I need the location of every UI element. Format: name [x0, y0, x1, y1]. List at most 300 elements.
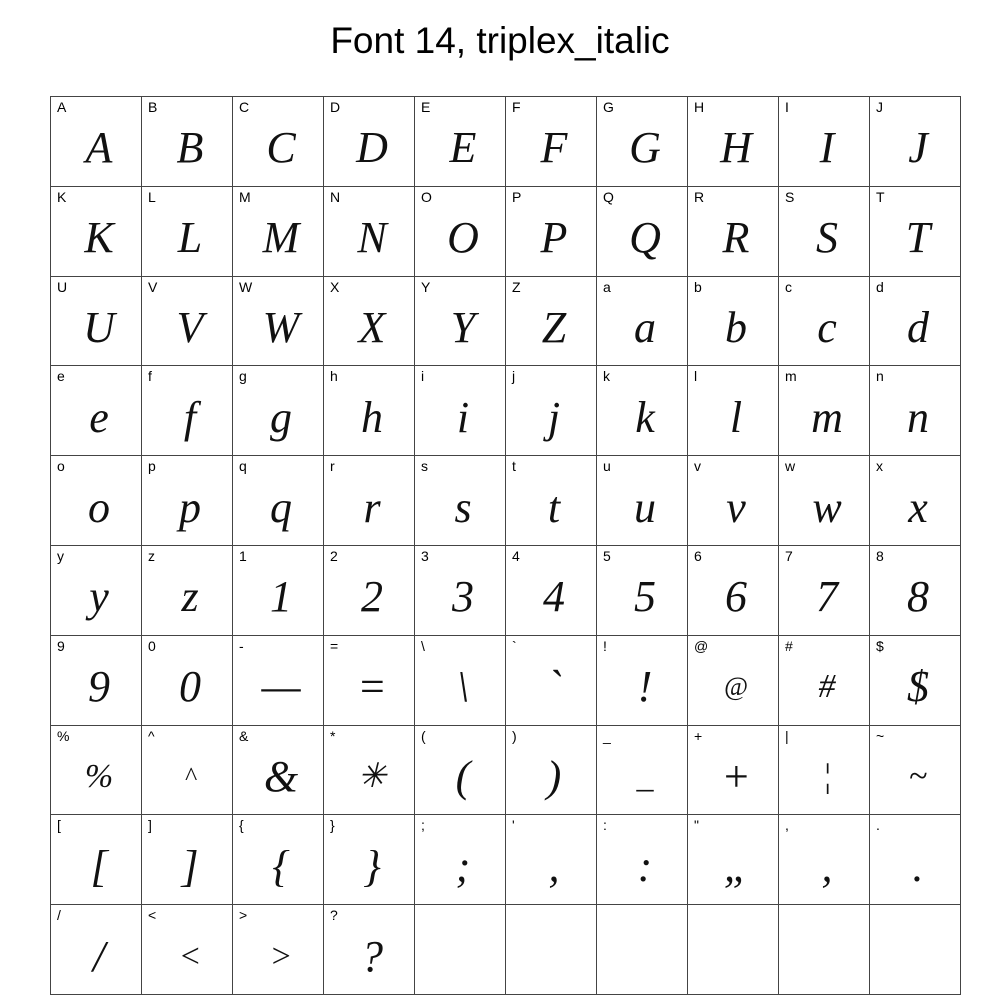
glyph-cell	[142, 456, 233, 546]
glyph-sample: 0	[179, 662, 201, 712]
glyph-sample: }	[363, 841, 381, 891]
glyph-cell	[688, 186, 779, 276]
glyph-grid-row	[51, 456, 961, 546]
glyph-cell	[51, 366, 142, 456]
glyph-cell	[233, 815, 324, 905]
glyph-code-label: R	[694, 188, 705, 205]
glyph-code-label: 2	[330, 547, 338, 564]
glyph-cell	[506, 186, 597, 276]
glyph-grid-container	[50, 96, 950, 984]
glyph-grid-row	[51, 366, 961, 456]
glyph-code-label: <	[148, 907, 157, 924]
glyph-sample: V	[176, 302, 204, 352]
glyph-sample: @	[724, 672, 748, 702]
glyph-grid	[50, 96, 961, 995]
glyph-sample: c	[817, 302, 837, 352]
glyph-cell	[870, 545, 961, 635]
glyph-code-label: %	[57, 727, 70, 744]
glyph-cell	[233, 97, 324, 187]
glyph-code-label: _	[603, 727, 611, 744]
glyph-sample: g	[270, 392, 292, 442]
glyph-sample: ,	[821, 841, 833, 891]
glyph-cell	[233, 905, 324, 995]
glyph-cell	[142, 186, 233, 276]
glyph-cell	[233, 456, 324, 546]
glyph-code-label: x	[876, 458, 883, 475]
glyph-sample: T	[905, 213, 931, 263]
glyph-cell	[142, 276, 233, 366]
glyph-cell	[324, 635, 415, 725]
glyph-cell	[597, 97, 688, 187]
glyph-sample: {	[272, 841, 290, 891]
glyph-code-label: B	[148, 99, 158, 115]
glyph-cell-empty	[688, 905, 779, 995]
glyph-code-label: m	[785, 368, 797, 385]
glyph-sample: 8	[907, 572, 929, 622]
glyph-code-label: 5	[603, 547, 611, 564]
glyph-sample	[506, 919, 596, 994]
glyph-sample: N	[357, 213, 387, 263]
glyph-sample: x	[908, 482, 928, 532]
glyph-sample: t	[547, 482, 561, 532]
glyph-cell	[506, 456, 597, 546]
glyph-sample	[415, 919, 505, 994]
glyph-cell	[324, 725, 415, 815]
glyph-grid-row	[51, 545, 961, 635]
glyph-sample: #	[818, 668, 836, 706]
glyph-code-label: @	[694, 637, 709, 654]
glyph-code-label: M	[239, 188, 251, 205]
glyph-cell	[324, 276, 415, 366]
glyph-cell	[779, 815, 870, 905]
glyph-grid-row	[51, 725, 961, 815]
glyph-cell	[779, 276, 870, 366]
glyph-code-label: F	[512, 99, 521, 115]
glyph-code-label: L	[148, 188, 156, 205]
glyph-sample: R	[722, 213, 750, 263]
glyph-sample: %	[84, 757, 114, 795]
glyph-sample: d	[907, 302, 929, 352]
glyph-sample: Y	[450, 302, 476, 352]
glyph-cell	[597, 456, 688, 546]
glyph-sample: P	[540, 213, 568, 263]
glyph-code-label: J	[876, 99, 883, 115]
glyph-cell	[870, 276, 961, 366]
glyph-sample: u	[634, 482, 656, 532]
glyph-cell	[597, 725, 688, 815]
glyph-code-label: +	[694, 727, 703, 744]
glyph-code-label: ]	[148, 817, 152, 834]
glyph-sample: $	[907, 662, 929, 712]
glyph-cell	[233, 276, 324, 366]
glyph-cell	[597, 815, 688, 905]
glyph-code-label: k	[603, 368, 610, 385]
glyph-sample: o	[88, 482, 110, 532]
glyph-code-label: 4	[512, 547, 520, 564]
glyph-cell	[870, 815, 961, 905]
glyph-cell	[506, 725, 597, 815]
glyph-code-label: 7	[785, 547, 793, 564]
glyph-code-label: D	[330, 99, 341, 115]
glyph-sample: 6	[725, 572, 747, 622]
glyph-sample: \	[456, 662, 470, 712]
glyph-code-label: E	[421, 99, 431, 115]
glyph-sample: ¦	[822, 757, 832, 795]
glyph-cell	[415, 456, 506, 546]
glyph-sample: z	[181, 572, 199, 622]
glyph-cell	[324, 186, 415, 276]
glyph-sample: ✳	[357, 757, 387, 795]
glyph-cell	[51, 545, 142, 635]
glyph-cell	[233, 366, 324, 456]
glyph-sample: Z	[541, 302, 567, 352]
glyph-cell	[324, 366, 415, 456]
glyph-code-label: N	[330, 188, 341, 205]
glyph-cell	[870, 725, 961, 815]
glyph-code-label: 8	[876, 547, 884, 564]
glyph-grid-row	[51, 815, 961, 905]
glyph-sample: b	[725, 302, 747, 352]
glyph-sample: a	[634, 302, 656, 352]
glyph-cell	[51, 725, 142, 815]
glyph-code-label: "	[694, 817, 699, 834]
glyph-sample: y	[89, 572, 109, 622]
glyph-code-label: .	[876, 817, 880, 834]
glyph-code-label: /	[57, 907, 61, 924]
glyph-cell-empty	[506, 905, 597, 995]
glyph-sample: H	[720, 123, 752, 173]
glyph-code-label: q	[239, 458, 247, 475]
glyph-cell	[415, 186, 506, 276]
glyph-cell	[870, 456, 961, 546]
glyph-sample: +	[721, 751, 751, 801]
glyph-code-label: Q	[603, 188, 614, 205]
glyph-sample	[597, 919, 687, 994]
glyph-cell-empty	[415, 905, 506, 995]
glyph-code-label: e	[57, 368, 65, 385]
glyph-grid-row	[51, 186, 961, 276]
glyph-code-label: K	[57, 188, 67, 205]
glyph-cell	[506, 635, 597, 725]
glyph-sample: C	[266, 123, 296, 173]
glyph-sample: `	[546, 662, 562, 712]
glyph-cell	[324, 815, 415, 905]
glyph-sample: W	[262, 302, 300, 352]
glyph-cell	[142, 545, 233, 635]
glyph-cell	[688, 545, 779, 635]
glyph-code-label: W	[239, 278, 253, 295]
glyph-sample: E	[449, 123, 477, 173]
glyph-cell-empty	[597, 905, 688, 995]
glyph-cell	[506, 545, 597, 635]
glyph-cell	[415, 725, 506, 815]
glyph-sample: Q	[629, 213, 661, 263]
glyph-code-label: v	[694, 458, 701, 475]
glyph-cell	[688, 276, 779, 366]
glyph-sample: O	[447, 213, 479, 263]
glyph-cell	[415, 545, 506, 635]
glyph-cell	[779, 97, 870, 187]
glyph-cell	[597, 366, 688, 456]
glyph-sample: I	[819, 123, 835, 173]
glyph-cell	[779, 635, 870, 725]
glyph-sample: A	[85, 123, 113, 173]
glyph-code-label: ?	[330, 907, 338, 924]
glyph-sample: i	[456, 392, 470, 442]
glyph-cell	[324, 97, 415, 187]
glyph-code-label: s	[421, 458, 428, 475]
glyph-code-label: *	[330, 727, 336, 744]
glyph-code-label: z	[148, 547, 155, 564]
glyph-sample: K	[84, 213, 114, 263]
glyph-sample: 7	[816, 572, 838, 622]
glyph-code-label: n	[876, 368, 884, 385]
glyph-grid-row	[51, 635, 961, 725]
glyph-code-label: &	[239, 727, 249, 744]
glyph-sample	[870, 919, 960, 994]
glyph-code-label: j	[512, 368, 516, 385]
glyph-sample: M	[262, 213, 300, 263]
glyph-sample: B	[176, 123, 204, 173]
glyph-cell	[779, 186, 870, 276]
glyph-cell	[779, 366, 870, 456]
glyph-code-label: (	[421, 727, 426, 744]
glyph-cell	[415, 276, 506, 366]
glyph-code-label: g	[239, 368, 247, 385]
glyph-code-label: 6	[694, 547, 702, 564]
glyph-code-label: 9	[57, 637, 65, 654]
glyph-code-label: h	[330, 368, 338, 385]
glyph-cell	[233, 186, 324, 276]
glyph-sample: _	[636, 757, 654, 795]
glyph-sample: D	[356, 123, 388, 173]
glyph-code-label: a	[603, 278, 611, 295]
glyph-sample: ]	[181, 841, 199, 891]
glyph-cell	[688, 97, 779, 187]
glyph-sample: ^	[184, 761, 196, 791]
glyph-sample: n	[907, 392, 929, 442]
glyph-sample: m	[811, 392, 843, 442]
glyph-code-label: ,	[785, 817, 789, 834]
glyph-cell	[415, 366, 506, 456]
glyph-code-label: V	[148, 278, 158, 295]
glyph-cell	[142, 635, 233, 725]
glyph-cell	[870, 97, 961, 187]
glyph-code-label: I	[785, 99, 789, 115]
glyph-cell	[51, 97, 142, 187]
glyph-cell	[324, 456, 415, 546]
glyph-code-label: H	[694, 99, 705, 115]
glyph-cell	[142, 97, 233, 187]
glyph-code-label: |	[785, 727, 789, 744]
glyph-code-label: :	[603, 817, 607, 834]
glyph-code-label: !	[603, 637, 607, 654]
glyph-cell	[142, 905, 233, 995]
glyph-code-label: S	[785, 188, 795, 205]
glyph-sample: X	[358, 302, 386, 352]
glyph-code-label: \	[421, 637, 425, 654]
glyph-cell	[51, 815, 142, 905]
glyph-code-label: A	[57, 99, 67, 115]
glyph-sample: ;	[455, 841, 471, 891]
glyph-sample: F	[540, 123, 568, 173]
glyph-sample: >	[269, 937, 293, 975]
glyph-cell	[233, 545, 324, 635]
glyph-code-label: '	[512, 817, 515, 834]
glyph-sample: G	[629, 123, 661, 173]
glyph-code-label: b	[694, 278, 702, 295]
glyph-code-label: u	[603, 458, 611, 475]
glyph-cell	[597, 545, 688, 635]
glyph-sample: S	[816, 213, 838, 263]
glyph-code-label: )	[512, 727, 517, 744]
glyph-cell	[51, 905, 142, 995]
glyph-cell-empty	[870, 905, 961, 995]
glyph-sample: r	[363, 482, 381, 532]
glyph-sample: ?	[361, 931, 383, 981]
glyph-code-label: `	[512, 637, 517, 654]
glyph-sample: 3	[452, 572, 474, 622]
glyph-sample: =	[357, 662, 387, 712]
glyph-sample: e	[89, 392, 109, 442]
glyph-cell	[506, 815, 597, 905]
glyph-cell	[779, 456, 870, 546]
glyph-cell	[51, 456, 142, 546]
glyph-cell	[688, 815, 779, 905]
glyph-cell	[870, 635, 961, 725]
glyph-code-label: P	[512, 188, 522, 205]
glyph-sample: „	[723, 841, 749, 891]
glyph-cell	[233, 725, 324, 815]
glyph-code-label: ^	[148, 727, 155, 744]
glyph-cell	[415, 97, 506, 187]
glyph-cell-empty	[779, 905, 870, 995]
glyph-sample: —	[261, 662, 301, 712]
glyph-grid-row	[51, 905, 961, 995]
glyph-sample: !	[637, 662, 653, 712]
glyph-code-label: G	[603, 99, 614, 115]
glyph-cell	[688, 635, 779, 725]
glyph-sample: l	[729, 392, 743, 442]
glyph-sample: J	[908, 123, 928, 173]
glyph-cell	[597, 276, 688, 366]
glyph-sample: [	[90, 841, 108, 891]
glyph-code-label: f	[148, 368, 152, 385]
glyph-sample	[779, 919, 869, 994]
glyph-sample: &	[263, 751, 299, 801]
glyph-code-label: o	[57, 458, 65, 475]
glyph-code-label: T	[876, 188, 885, 205]
glyph-code-label: {	[239, 817, 244, 834]
glyph-cell	[324, 905, 415, 995]
glyph-sample: 9	[88, 662, 110, 712]
glyph-sample: :	[637, 841, 653, 891]
glyph-cell	[233, 635, 324, 725]
glyph-sample: )	[546, 751, 562, 801]
glyph-cell	[51, 186, 142, 276]
glyph-code-label: $	[876, 637, 884, 654]
glyph-sample: h	[361, 392, 383, 442]
glyph-cell	[597, 635, 688, 725]
glyph-code-label: C	[239, 99, 250, 115]
glyph-cell	[688, 366, 779, 456]
glyph-sample: 4	[543, 572, 565, 622]
page-title: Font 14, triplex_italic	[330, 20, 670, 61]
glyph-code-label: O	[421, 188, 432, 205]
glyph-cell	[506, 97, 597, 187]
glyph-code-label: r	[330, 458, 335, 475]
glyph-cell	[688, 456, 779, 546]
glyph-cell	[51, 635, 142, 725]
glyph-code-label: i	[421, 368, 425, 385]
glyph-cell	[597, 186, 688, 276]
glyph-cell	[51, 276, 142, 366]
glyph-code-label: d	[876, 278, 884, 295]
glyph-code-label: y	[57, 547, 64, 564]
glyph-code-label: 0	[148, 637, 156, 654]
glyph-sample: p	[179, 482, 201, 532]
glyph-sample: 2	[361, 572, 383, 622]
glyph-sample: v	[726, 482, 746, 532]
glyph-cell	[506, 366, 597, 456]
glyph-cell	[688, 725, 779, 815]
glyph-sample: <	[178, 937, 202, 975]
glyph-cell	[142, 815, 233, 905]
glyph-code-label: t	[512, 458, 516, 475]
glyph-cell	[870, 186, 961, 276]
glyph-code-label: p	[148, 458, 156, 475]
glyph-cell	[779, 545, 870, 635]
glyph-sample: w	[812, 482, 842, 532]
glyph-code-label: 1	[239, 547, 247, 564]
glyph-cell	[415, 635, 506, 725]
glyph-code-label: ;	[421, 817, 425, 834]
glyph-code-label: X	[330, 278, 340, 295]
glyph-sample: ~	[908, 757, 928, 795]
glyph-sample: (	[455, 751, 471, 801]
glyph-code-label: ~	[876, 727, 885, 744]
glyph-sample: q	[270, 482, 292, 532]
glyph-code-label: [	[57, 817, 61, 834]
glyph-grid-row	[51, 276, 961, 366]
glyph-sample: f	[183, 392, 197, 442]
glyph-cell	[870, 366, 961, 456]
glyph-code-label: Z	[512, 278, 521, 295]
glyph-sample: k	[635, 392, 655, 442]
glyph-sample: s	[454, 482, 472, 532]
glyph-code-label: w	[785, 458, 796, 475]
glyph-code-label: }	[330, 817, 335, 834]
glyph-code-label: c	[785, 278, 792, 295]
glyph-code-label: -	[239, 637, 244, 654]
glyph-cell	[506, 276, 597, 366]
glyph-code-label: U	[57, 278, 68, 295]
glyph-sample: j	[547, 392, 561, 442]
glyph-cell	[779, 725, 870, 815]
glyph-cell	[142, 725, 233, 815]
glyph-cell	[324, 545, 415, 635]
glyph-code-label: #	[785, 637, 793, 654]
glyph-sample: /	[92, 931, 106, 981]
glyph-sample	[688, 919, 778, 994]
glyph-cell	[142, 366, 233, 456]
glyph-sample: ,	[548, 841, 560, 891]
glyph-code-label: 3	[421, 547, 429, 564]
glyph-code-label: =	[330, 637, 339, 654]
glyph-sample: .	[912, 841, 924, 891]
glyph-sample: 1	[270, 572, 292, 622]
glyph-sample: U	[83, 302, 115, 352]
